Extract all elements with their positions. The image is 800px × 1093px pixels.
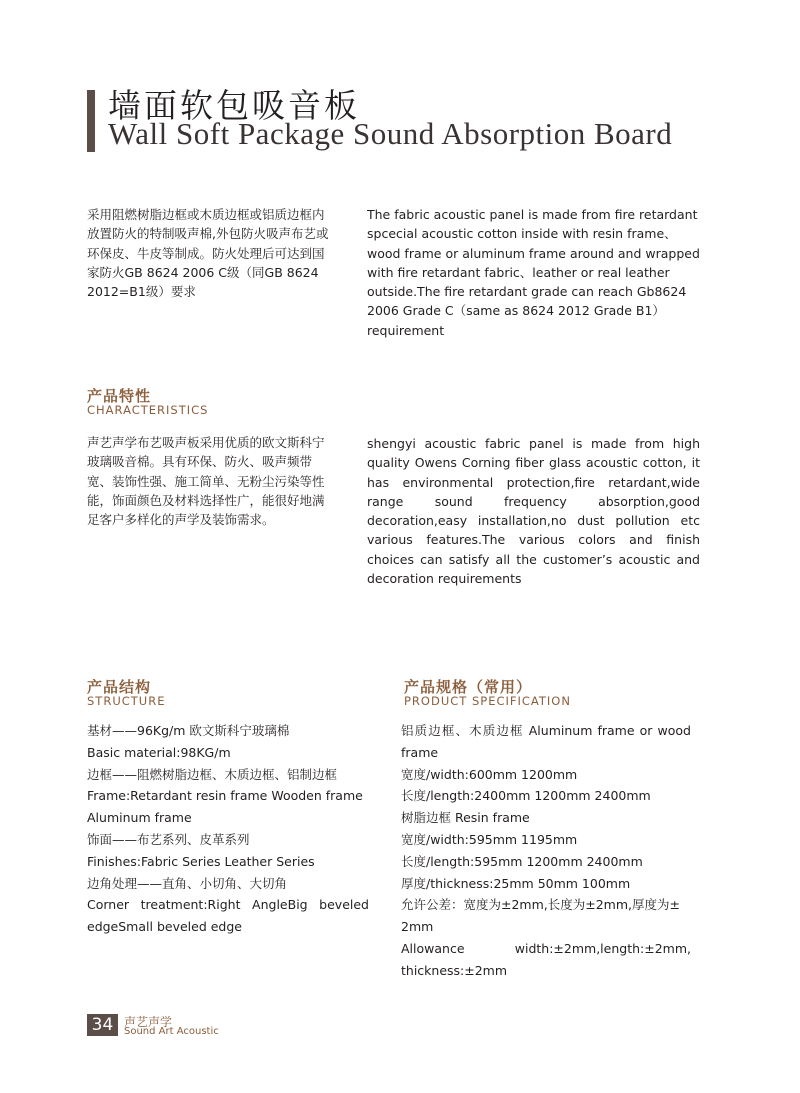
specification-line: 长度/length:595mm 1200mm 2400mm xyxy=(401,853,643,869)
specification-line: 铝质边框、木质边框 Aluminum frame or wood xyxy=(401,723,691,738)
characteristics-cn-line: 宽、装饰性强、施工简单、无粉尘污染等性 xyxy=(87,473,325,489)
intro-en-line: wood frame or aluminum frame around and wrapped xyxy=(367,245,700,261)
footer-brand-en: Sound Art Acoustic xyxy=(124,1026,219,1037)
characteristics-cn-line: 玻璃吸音棉。具有环保、防火、吸声频带 xyxy=(87,454,313,470)
characteristics-heading-cn: 产品特性 xyxy=(87,387,152,405)
intro-cn-line: 家防火GB 8624 2006 C级（同GB 8624 xyxy=(87,264,319,280)
specification-line: 树脂边框 Resin frame xyxy=(401,810,530,826)
intro-cn-line: 环保皮、牛皮等制成。防火处理后可达到国 xyxy=(87,245,325,261)
specification-line: 长度/length:2400mm 1200mm 2400mm xyxy=(401,788,651,804)
specification-line: 宽度/width:600mm 1200mm xyxy=(401,766,578,782)
characteristics-cn-line: 声艺声学布艺吸声板采用优质的欧文斯科宁 xyxy=(87,435,325,450)
intro-en-line: outside.The fire retardant grade can reach Gb8624 xyxy=(367,284,687,300)
characteristics-cn-line: 能，饰面颜色及材料选择性广，能很好地满 xyxy=(87,492,325,508)
characteristics-en xyxy=(367,434,700,588)
structure-line: Corner treatment:Right AngleBig beveled xyxy=(87,897,369,913)
intro-en xyxy=(367,205,700,340)
structure-line: 饰面——布艺系列、皮革系列 xyxy=(87,831,250,847)
intro-en-line: requirement xyxy=(367,322,445,338)
characteristics-en-line: decoration,easy installation,no dust pollution etc xyxy=(367,513,700,529)
specification-line: 允许公差：宽度为±2mm,长度为±2mm,厚度为± xyxy=(401,897,680,913)
structure-list xyxy=(87,720,369,938)
structure-line: edgeSmall beveled edge xyxy=(87,919,242,935)
specification-line: thickness:±2mm xyxy=(401,962,508,978)
structure-heading-cn: 产品结构 xyxy=(87,678,152,696)
structure-line: Finishes:Fabric Series Leather Series xyxy=(87,853,315,869)
intro-cn-line: 2012=B1级）要求 xyxy=(87,284,196,300)
intro-cn-line: 采用阻燃树脂边框或木质边框或铝质边框内 xyxy=(87,207,325,222)
characteristics-cn-line: 足客户多样化的声学及装饰需求。 xyxy=(87,512,275,528)
intro-cn-line: 放置防火的特制吸声棉,外包防火吸声布艺或 xyxy=(87,226,329,242)
characteristics-en-line: has environmental protection,fire retardant,wide xyxy=(367,474,700,490)
structure-line: Aluminum frame xyxy=(87,810,192,826)
footer-brand-cn: 声艺声学 xyxy=(124,1015,173,1029)
intro-en-line: spcecial acoustic cotton inside with resin frame、 xyxy=(367,226,677,242)
structure-heading-en: STRUCTURE xyxy=(87,694,166,708)
specification-line: 宽度/width:595mm 1195mm xyxy=(401,831,578,847)
specification-line: 厚度/thickness:25mm 50mm 100mm xyxy=(401,875,631,891)
characteristics-en-line: decoration requirements xyxy=(367,571,522,587)
characteristics-en-line: various features.The various colors and finish xyxy=(367,532,700,548)
characteristics-en-line: shengyi acoustic fabric panel is made from high xyxy=(367,436,700,451)
characteristics-heading-en: CHARACTERISTICS xyxy=(87,403,209,417)
structure-line: Frame:Retardant resin frame Wooden frame xyxy=(87,788,363,804)
intro-cn xyxy=(87,205,335,301)
specification-list xyxy=(401,720,691,982)
page-number: 34 xyxy=(87,1014,118,1036)
structure-line: 边角处理——直角、小切角、大切角 xyxy=(87,875,288,891)
specification-heading-en: PRODUCT SPECIFICATION xyxy=(404,694,571,708)
specification-line: frame xyxy=(401,744,439,760)
characteristics-cn xyxy=(87,433,335,529)
intro-en-line: 2006 Grade C（same as 8624 2012 Grade B1） xyxy=(367,303,665,319)
title-accent-bar xyxy=(87,90,95,152)
page-title-en: Wall Soft Package Sound Absorption Board xyxy=(108,116,673,151)
characteristics-en-line: range sound frequency absorption,good xyxy=(367,493,700,509)
characteristics-en-line: choices can satisfy all the customer’s acoustic and xyxy=(367,551,700,567)
specification-heading-cn: 产品规格（常用） xyxy=(404,678,533,696)
structure-line: 基材——96Kg/m 欧文斯科宁玻璃棉 xyxy=(87,723,290,738)
specification-line: 2mm xyxy=(401,919,434,935)
page-title-cn: 墙面软包吸音板 xyxy=(108,86,360,125)
characteristics-en-line: quality Owens Corning fiber glass acoustic cotton, it xyxy=(367,455,700,471)
specification-line: Allowance width:±2mm,length:±2mm, xyxy=(401,940,691,956)
structure-line: Basic material:98KG/m xyxy=(87,744,231,760)
intro-en-line: with fire retardant fabric、leather or real leather xyxy=(367,264,670,280)
intro-en-line: The fabric acoustic panel is made from fire retardant xyxy=(367,207,698,222)
structure-line: 边框——阻燃树脂边框、木质边框、铝制边框 xyxy=(87,766,338,782)
